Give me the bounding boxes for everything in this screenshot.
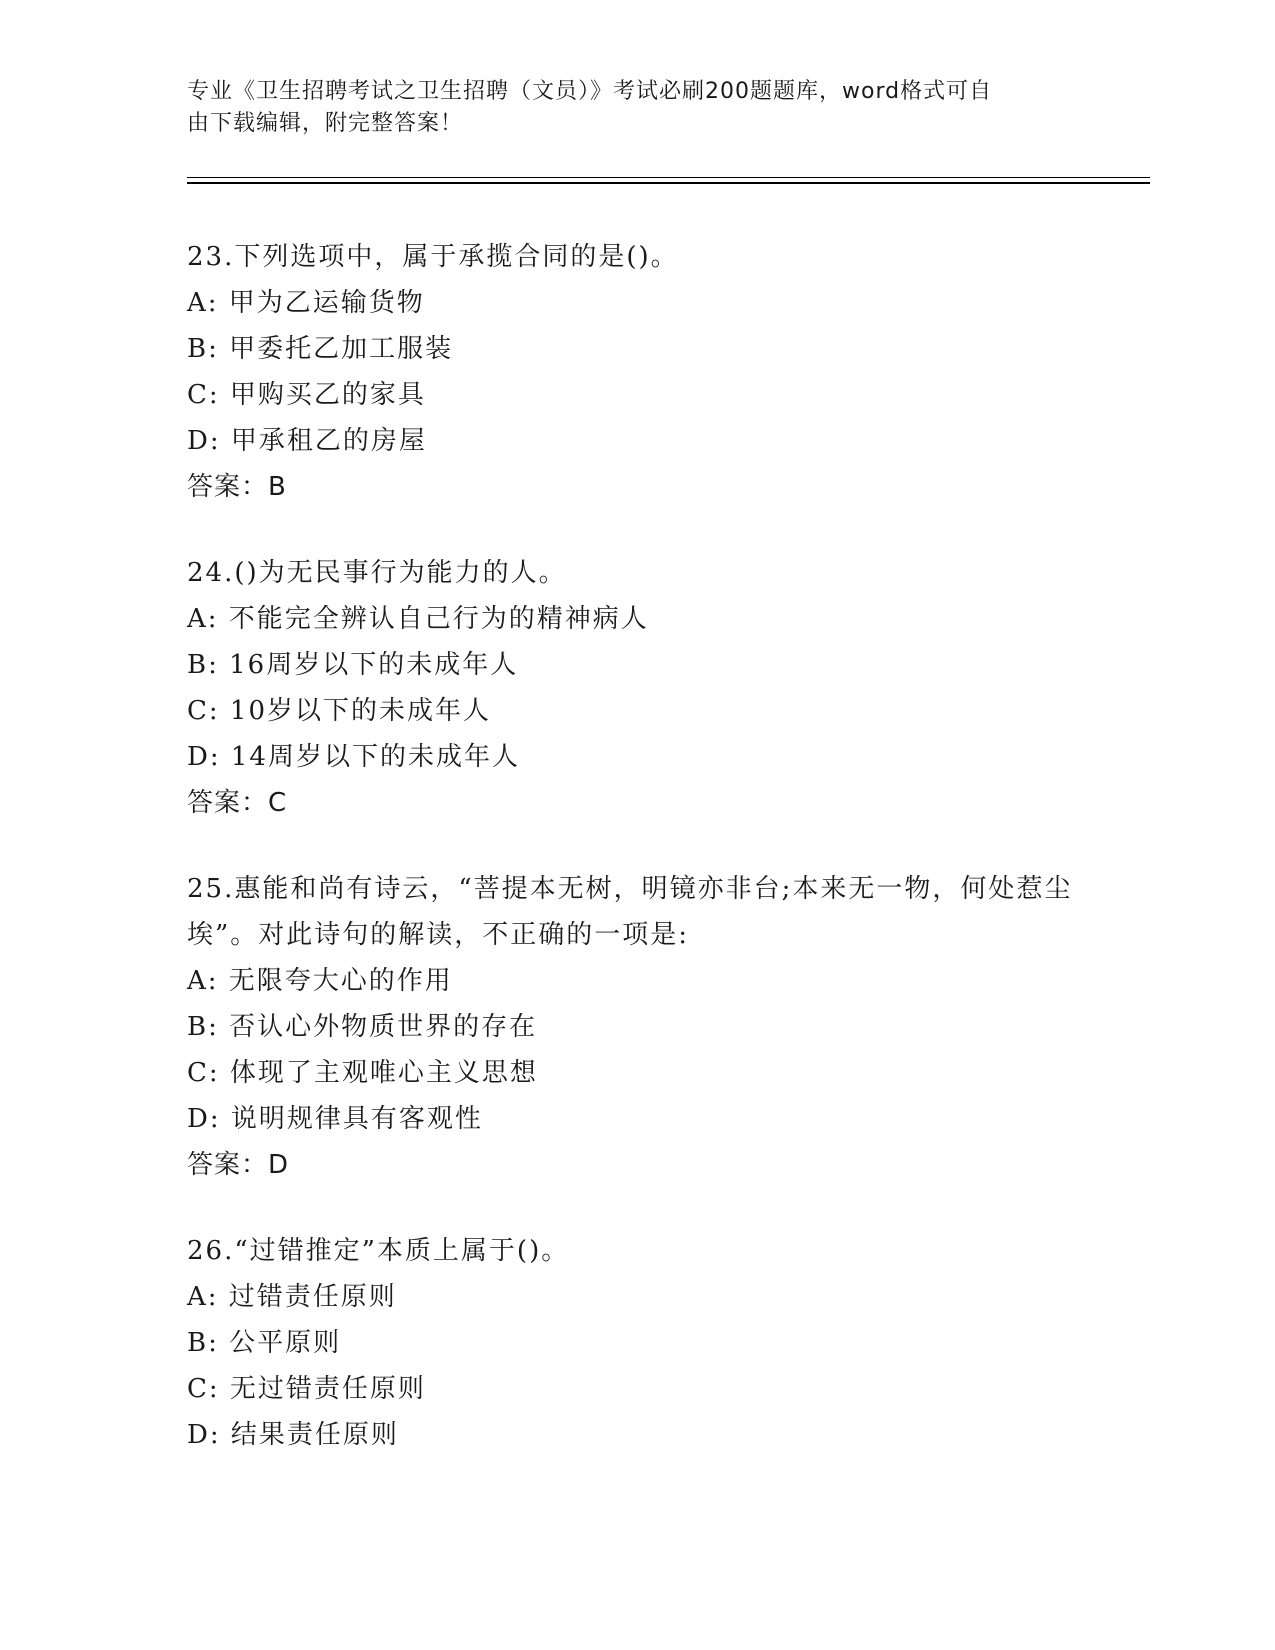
question-26: [187, 1228, 1087, 1458]
option-d: D: 结果责任原则: [187, 1420, 399, 1450]
option-d: D: 甲承租乙的房屋: [187, 426, 427, 456]
option-b: B: 甲委托乙加工服装: [187, 334, 454, 364]
document-header: [187, 76, 1067, 140]
option-a: A: 过错责任原则: [187, 1282, 397, 1312]
option-c: C: 无过错责任原则: [187, 1374, 426, 1404]
question-25: [187, 866, 1087, 1188]
option-b: B: 16周岁以下的未成年人: [187, 650, 519, 680]
header-line-1: 专业《卫生招聘考试之卫生招聘（文员）》考试必刷200题题库，word格式可自: [187, 79, 993, 104]
answer: 答案：C: [187, 788, 288, 818]
option-b: B: 否认心外物质世界的存在: [187, 1012, 538, 1042]
question-stem: 24.()为无民事行为能力的人。: [187, 558, 567, 588]
option-c: C: 10岁以下的未成年人: [187, 696, 492, 726]
question-24: [187, 550, 1087, 826]
answer: 答案：B: [187, 472, 287, 502]
answer: 答案：D: [187, 1150, 290, 1180]
question-stem: 26.“过错推定”本质上属于()。: [187, 1236, 570, 1266]
question-23: [187, 234, 1087, 510]
option-c: C: 体现了主观唯心主义思想: [187, 1058, 538, 1088]
option-d: D: 说明规律具有客观性: [187, 1104, 483, 1134]
question-stem: 23.下列选项中，属于承揽合同的是()。: [187, 242, 679, 272]
header-divider-thick: [187, 182, 1150, 184]
option-a: A: 不能完全辨认自己行为的精神病人: [187, 604, 649, 634]
option-b: B: 公平原则: [187, 1328, 342, 1358]
question-list: [187, 234, 1087, 1498]
header-line-2: 由下载编辑，附完整答案！: [187, 111, 464, 136]
header-divider-thin: [187, 177, 1150, 178]
option-c: C: 甲购买乙的家具: [187, 380, 426, 410]
option-d: D: 14周岁以下的未成年人: [187, 742, 520, 772]
option-a: A: 甲为乙运输货物: [187, 288, 425, 318]
question-stem: 25.惠能和尚有诗云，“菩提本无树，明镜亦非台;本来无一物，何处惹尘埃”。对此诗句的解读，不正确的一项是:: [187, 874, 1073, 950]
option-a: A: 无限夸大心的作用: [187, 966, 453, 996]
